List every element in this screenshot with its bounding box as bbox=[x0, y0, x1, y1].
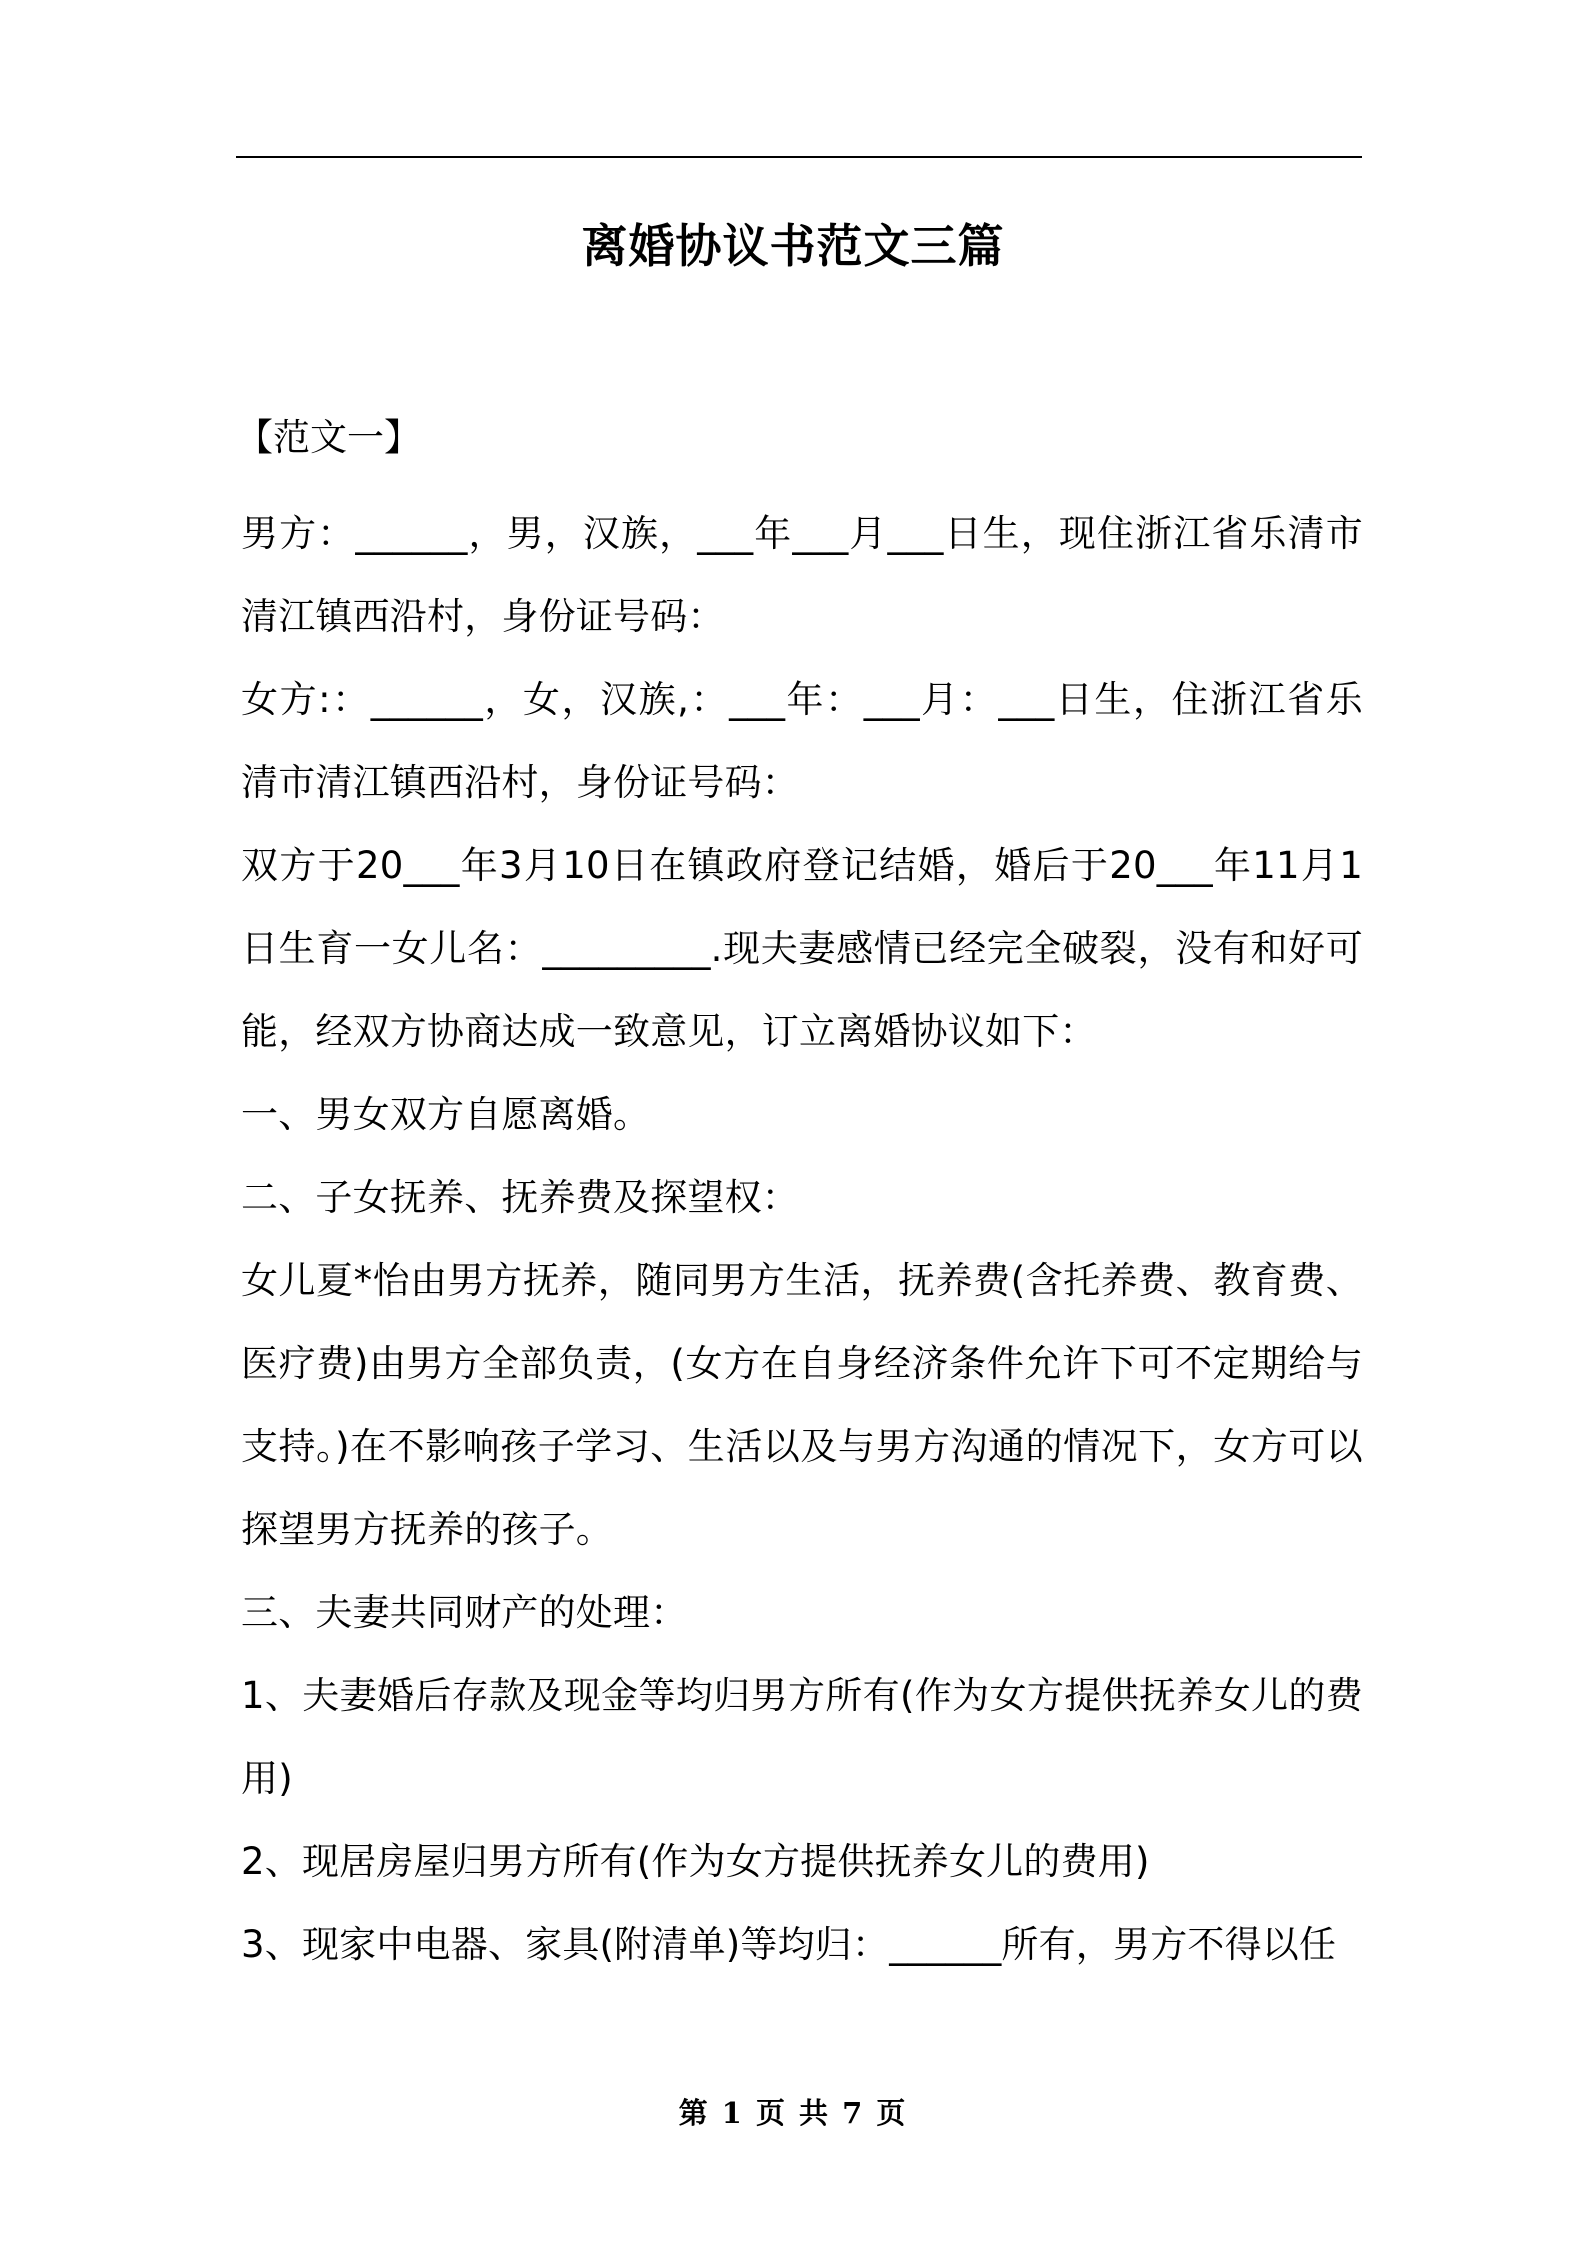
document-title: 离婚协议书范文三篇 bbox=[581, 219, 1005, 273]
document-body bbox=[241, 492, 1363, 1986]
paragraph-property-1: 1、夫妻婚后存款及现金等均归男方所有(作为女方提供抚养女儿的费用) bbox=[241, 1674, 1363, 1800]
paragraph-clause-3-heading: 三、夫妻共同财产的处理： bbox=[241, 1591, 688, 1634]
paragraph-child-custody: 女儿夏*怡由男方抚养，随同男方生活，抚养费(含托养费、教育费、医疗费)由男方全部负责，(女方在自身经济条件允许下可不定期给与支持。)在不影响孩子学习、生活以及与男方沟通的情况下，女方可以探望男方抚养的孩子。 bbox=[241, 1259, 1363, 1551]
section-label: 【范文一】 bbox=[236, 416, 421, 459]
paragraph-female-party: 女方:：______，女，汉族,：___年：___月：___日生，住浙江省乐清市清江镇西沿村，身份证号码： bbox=[241, 678, 1363, 804]
paragraph-clause-1: 一、男女双方自愿离婚。 bbox=[241, 1093, 651, 1136]
paragraph-marriage-info: 双方于20___年3月10日在镇政府登记结婚，婚后于20___年11月1日生育一女儿名：_________.现夫妻感情已经完全破裂，没有和好可能，经双方协商达成一致意见，订立离婚协议如下： bbox=[241, 844, 1363, 1053]
paragraph-property-3: 3、现家中电器、家具(附清单)等均归：______所有，男方不得以任 bbox=[241, 1923, 1337, 1966]
header-rule bbox=[236, 156, 1362, 158]
paragraph-property-2: 2、现居房屋归男方所有(作为女方提供抚养女儿的费用) bbox=[241, 1840, 1150, 1883]
paragraph-male-party: 男方：______，男，汉族，___年___月___日生，现住浙江省乐清市清江镇西沿村，身份证号码： bbox=[241, 512, 1363, 638]
paragraph-clause-2-heading: 二、子女抚养、抚养费及探望权： bbox=[241, 1176, 799, 1219]
page-number-footer: 第 1 页 共 7 页 bbox=[678, 2096, 908, 2130]
